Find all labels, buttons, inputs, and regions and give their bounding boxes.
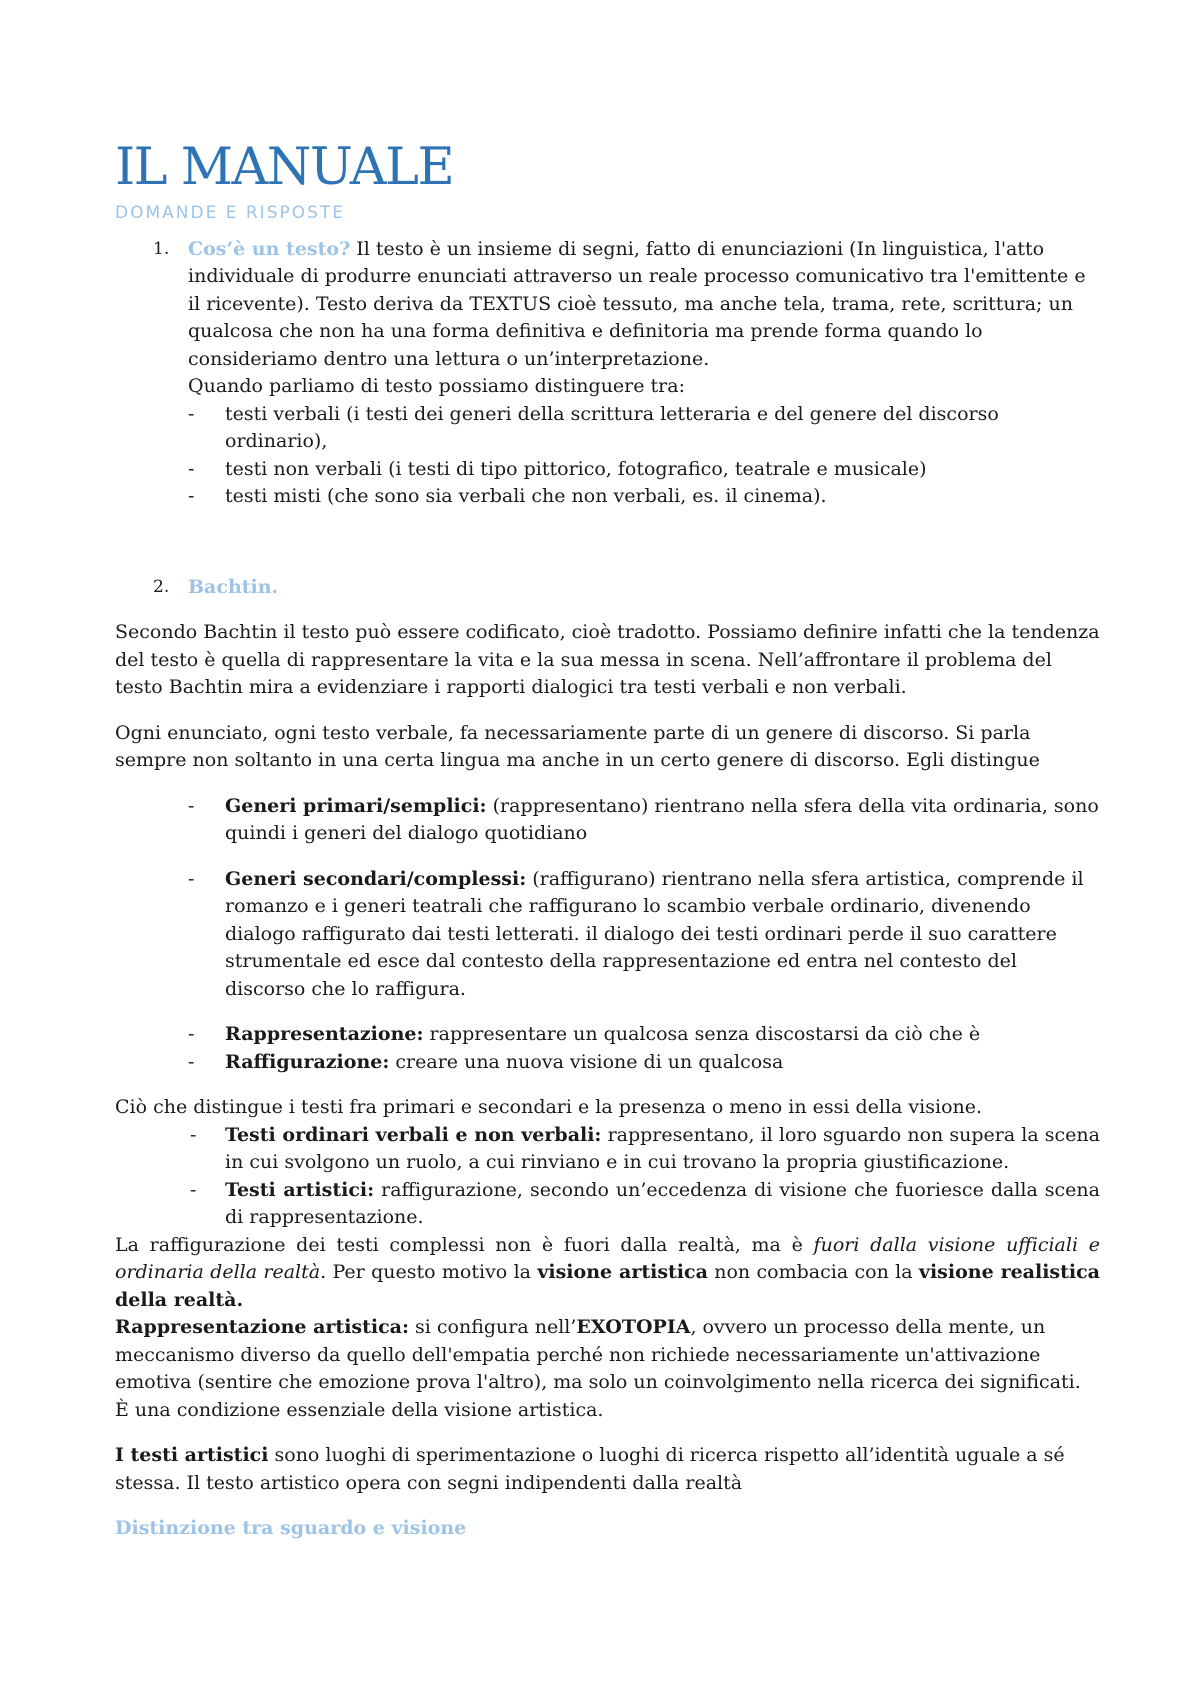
spacer (115, 775, 1100, 793)
italic-run: fuori dalla visione ufficiali e ordinaria della realtà (115, 1233, 1100, 1283)
bullet-dash: - (188, 794, 195, 817)
definition: rappresentano, il loro sguardo non supera la scena in cui svolgono un ruolo, a cui rinviano e in cui trovano la propria giustificazione. (225, 1123, 1100, 1173)
bullet-dash: - (188, 1023, 195, 1045)
spacer (115, 702, 1100, 720)
paragraph (115, 1232, 1100, 1315)
section-subheading: Distinzione tra sguardo e visione (115, 1517, 467, 1539)
list-item-text: testi misti (che sono sia verbali che non verbali, es. il cinema). (225, 485, 827, 507)
list-item-text: testi verbali (i testi dei generi della scrittura letteraria e del genere del discorso ordinario), (225, 402, 999, 452)
bullet-dash: - (188, 485, 195, 507)
question-2 (115, 574, 1100, 602)
bullet-dash: - (188, 457, 195, 480)
term: Raffigurazione: (225, 1050, 390, 1073)
bullet-dash: - (190, 1123, 197, 1146)
text-run: La raffigurazione dei testi complessi non è fuori dalla realtà, ma è (115, 1233, 814, 1256)
spacer (115, 601, 1100, 619)
definition: creare una nuova visione di un qualcosa (389, 1050, 784, 1073)
bullet-dash: - (188, 867, 195, 890)
term: Testi artistici: (225, 1178, 375, 1201)
question-1-heading: Cos’è un testo? (188, 237, 351, 260)
text-run: . Per questo motivo la (320, 1261, 538, 1283)
bold-run: visione realistica della realtà. (115, 1261, 1100, 1311)
term: Generi secondari/complessi: (225, 867, 527, 890)
document-title: IL MANUALE (115, 138, 454, 197)
spacer (115, 1497, 1100, 1515)
list-item (115, 1122, 1100, 1177)
list-item (115, 401, 1100, 456)
list-item (115, 1049, 1100, 1077)
definition: raffigurazione, secondo un’eccedenza di visione che fuoriesce dalla scena di rappresentazione. (225, 1178, 1100, 1228)
bullet-dash: - (188, 1050, 195, 1073)
bold-run: visione artistica (537, 1261, 708, 1283)
spacer (115, 511, 1100, 574)
list-item (115, 483, 1100, 511)
question-1-number: 1. (153, 238, 170, 259)
bold-run: Rappresentazione artistica: (115, 1316, 409, 1338)
question-1-body: Il testo è un insieme di segni, fatto di enunciazioni (In linguistica, l'atto individuale di produrre enunciati attraverso un reale processo comunicativo tra l'emittente e il ricevente). Testo deriva da TEXTUS cioè tessuto, ma anche tela, trama, rete, scrittura; un qualcosa che non ha una forma definitiva e definitoria ma prende forma quando lo consideriamo dentro una lettura o un’interpretazione. (188, 237, 1086, 370)
paragraph (115, 1314, 1100, 1424)
spacer (115, 1076, 1100, 1094)
question-1-paragraph (188, 236, 1100, 374)
paragraph (115, 1442, 1100, 1497)
bullet-dash: - (188, 402, 195, 425)
spacer (115, 848, 1100, 866)
question-1 (115, 236, 1100, 401)
list-item (115, 1177, 1100, 1232)
definition: (rappresentano) rientrano nella sfera della vita ordinaria, sono quindi i generi del dialogo quotidiano (225, 794, 1099, 844)
term: Generi primari/semplici: (225, 794, 487, 817)
question-1-intro: Quando parliamo di testo possiamo distinguere tra: (188, 375, 685, 397)
list-item (115, 866, 1100, 1004)
document-content (115, 140, 1100, 1543)
term: Testi ordinari verbali e non verbali: (225, 1123, 602, 1146)
text-run: sono luoghi di sperimentazione o luoghi di ricerca rispetto all’identità uguale a sé stessa. Il testo artistico opera con segni indipendenti dalla realtà (115, 1444, 1065, 1494)
list-item (115, 456, 1100, 484)
bold-run: EXOTOPIA (576, 1316, 691, 1338)
text-run: non combacia con la (707, 1261, 919, 1283)
text-run: si configura nell’ (409, 1316, 577, 1338)
question-2-number: 2. (153, 576, 170, 597)
list-item (115, 1021, 1100, 1049)
paragraph: Secondo Bachtin il testo può essere codificato, cioè tradotto. Possiamo definire infatti che la tendenza del testo è quella di rappresentare la vita e la sua messa in scena. Nell’affrontare il problema del testo Bachtin mira a evidenziare i rapporti dialogici tra testi verbali e non verbali. (115, 621, 1100, 698)
text-run: , ovvero un processo della mente, un meccanismo diverso da quello dell'empatia perché non richiede necessariamente un'attivazione emotiva (sentire che emozione prova l'altro), ma solo un coinvolgimento nella ricerca dei significati. È una condizione essenziale della visione artistica. (115, 1316, 1081, 1421)
definition: (raffigurano) rientrano nella sfera artistica, comprende il romanzo e i generi teatrali che raffigurano lo scambio verbale ordinario, divenendo dialogo raffigurato dai testi letterati. il dialogo dei testi ordinari perde il suo carattere strumentale ed esce dal contesto della rappresentazione ed entra nel contesto del discorso che lo raffigura. (225, 867, 1084, 1000)
bold-run: I testi artistici (115, 1444, 269, 1466)
spacer (115, 1003, 1100, 1021)
bullet-dash: - (190, 1178, 197, 1201)
term: Rappresentazione: (225, 1023, 424, 1045)
list-item-text: testi non verbali (i testi di tipo pittorico, fotografico, teatrale e musicale) (225, 457, 927, 480)
paragraph: Ogni enunciato, ogni testo verbale, fa necessariamente parte di un genere di discorso. Si parla sempre non soltanto in una certa lingua ma anche in un certo genere di discorso. Egli distingue (115, 721, 1040, 771)
spacer (115, 1424, 1100, 1442)
document-subtitle: DOMANDE E RISPOSTE (115, 203, 346, 223)
definition: rappresentare un qualcosa senza discostarsi da ciò che è (423, 1023, 981, 1045)
list-item (115, 793, 1100, 848)
question-2-heading: Bachtin. (188, 575, 279, 598)
paragraph: Ciò che distingue i testi fra primari e secondari e la presenza o meno in essi della visione. (115, 1096, 983, 1118)
